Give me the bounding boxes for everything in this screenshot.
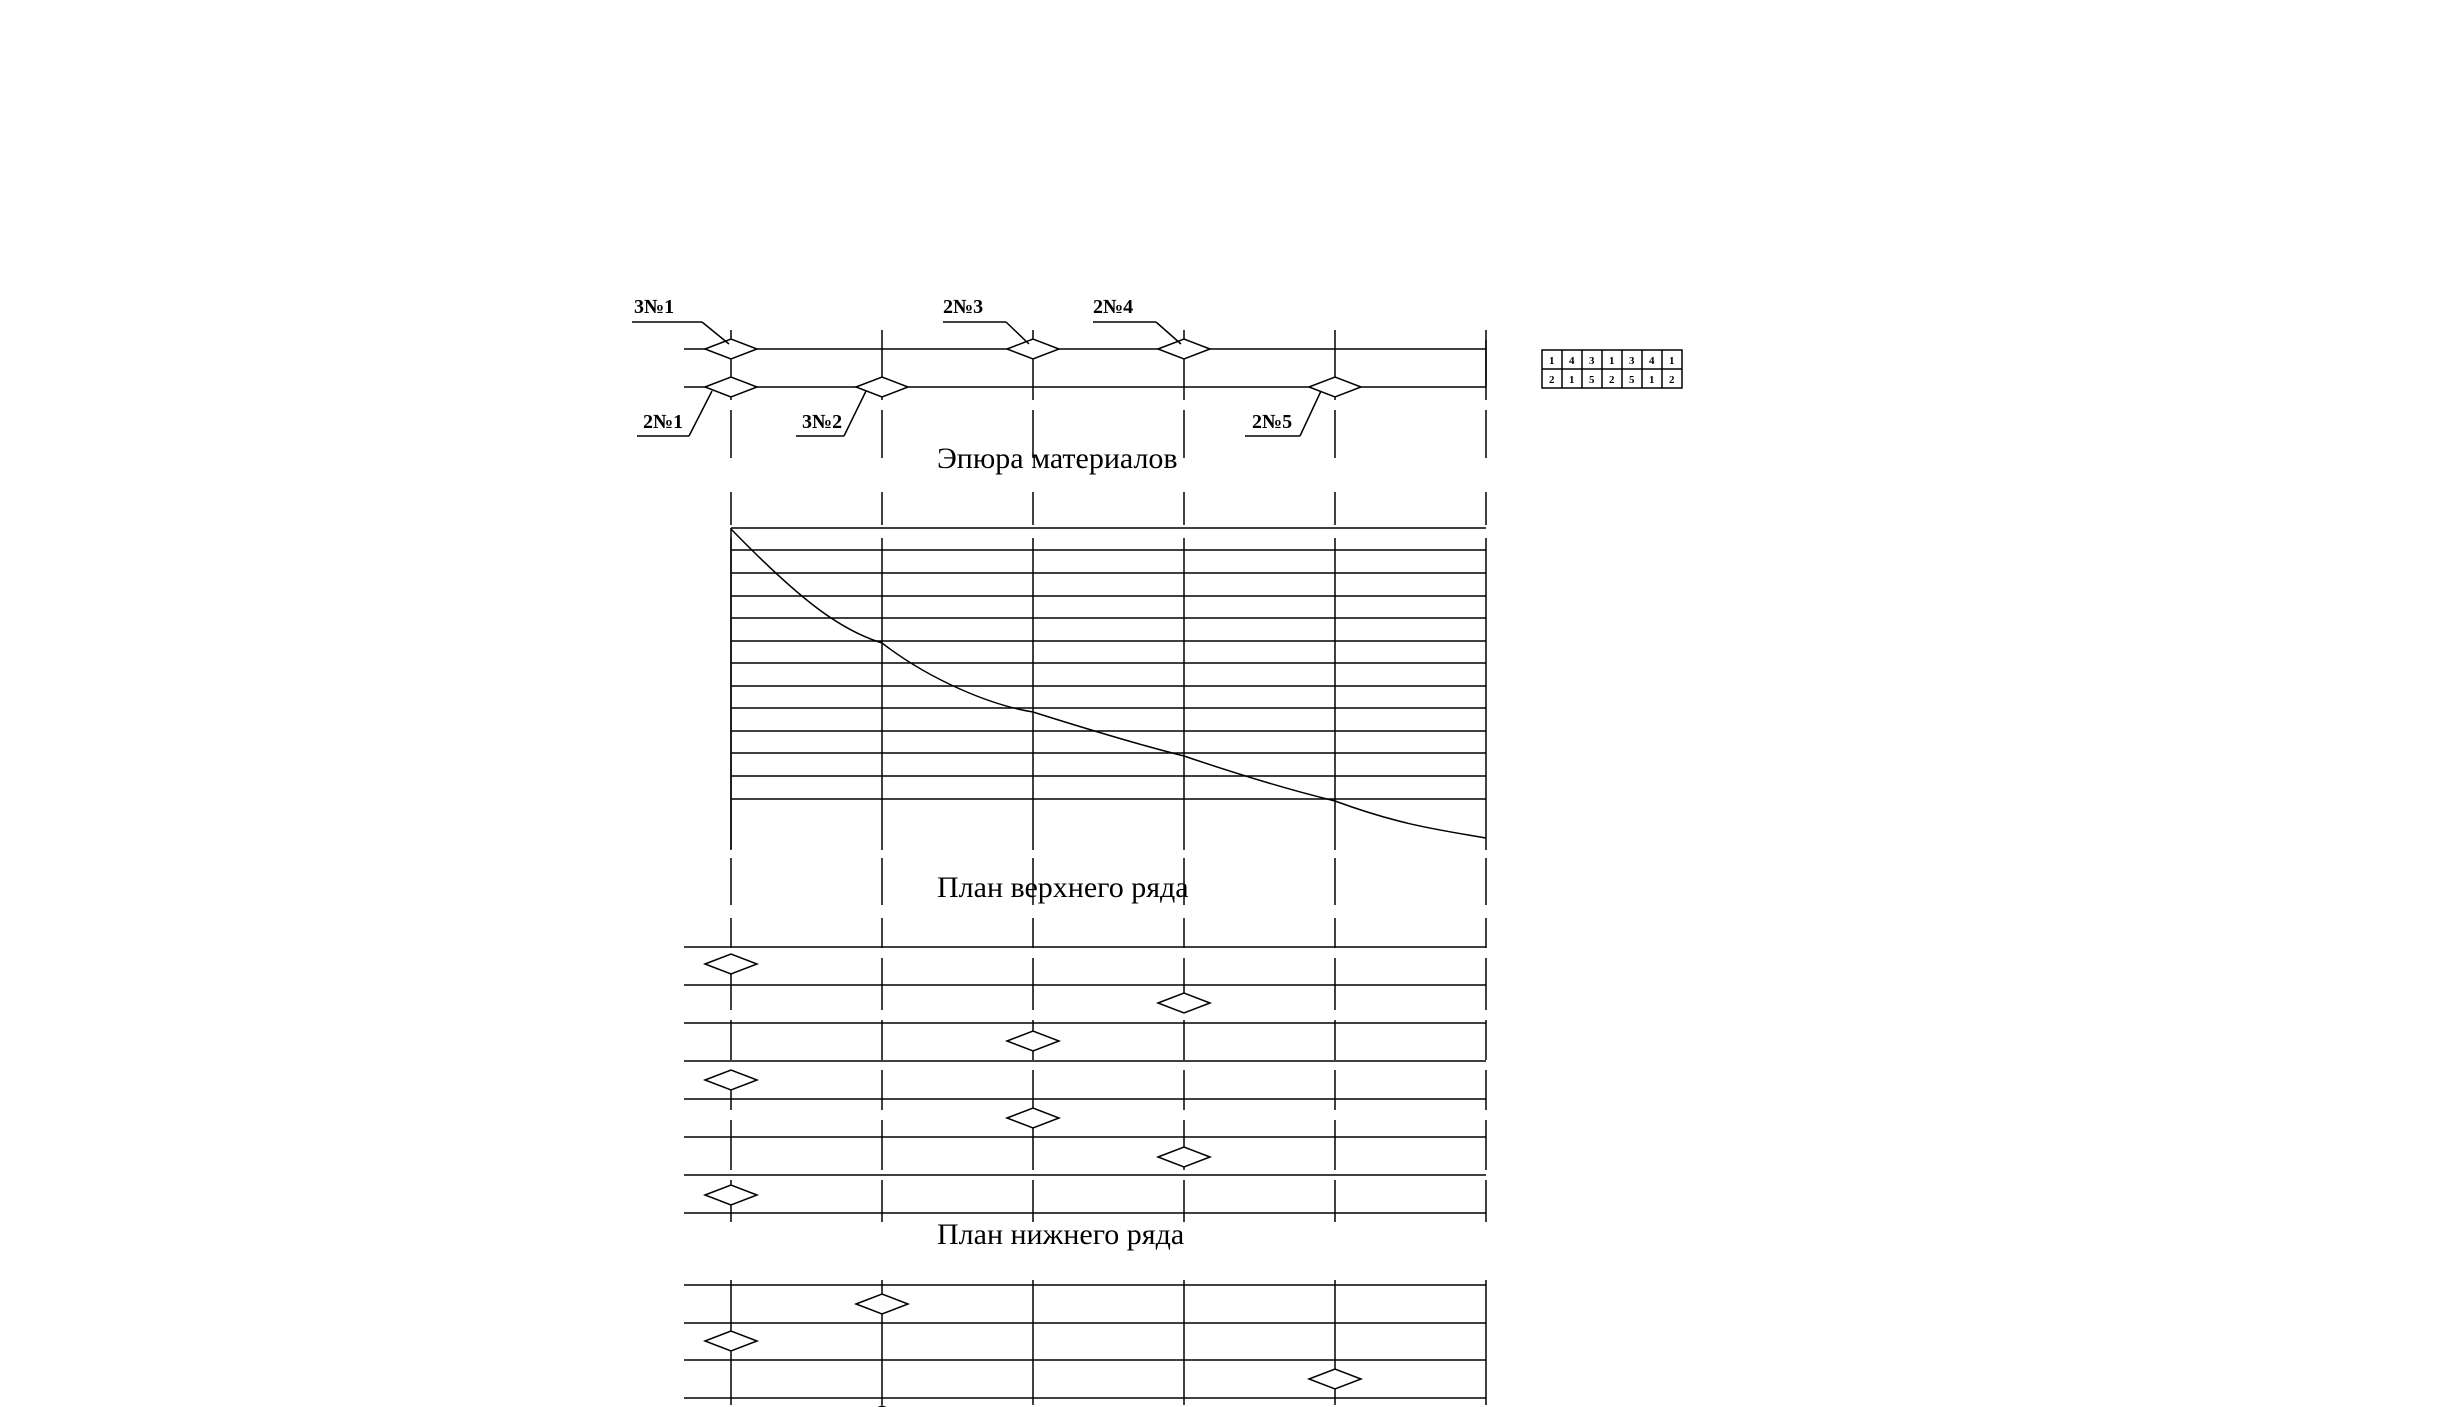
bar-mark-diamond xyxy=(1158,339,1210,359)
table-cell: 5 xyxy=(1629,374,1635,386)
plan-bar-mark xyxy=(856,1294,908,1314)
bar-tag-2n3 xyxy=(943,296,1029,344)
table-cell: 5 xyxy=(1589,374,1595,386)
plan-bar-mark xyxy=(705,954,757,974)
bar-tag-label: 3№1 xyxy=(634,296,675,318)
table-cell: 1 xyxy=(1609,355,1615,367)
material-diagram xyxy=(731,528,1486,849)
bar-mark-diamond xyxy=(705,377,757,397)
table-cell: 4 xyxy=(1649,355,1655,367)
table-cell: 1 xyxy=(1669,355,1675,367)
table-cell: 2 xyxy=(1669,374,1675,386)
bar-tag-2n1 xyxy=(637,391,712,436)
table-cell: 4 xyxy=(1569,355,1575,367)
table-cell: 1 xyxy=(1649,374,1655,386)
top-row-plan-title: План верхнего ряда xyxy=(937,871,1189,904)
bar-tag-3n2 xyxy=(796,391,866,436)
bar-tag-label: 2№4 xyxy=(1093,296,1134,318)
plan-bar-mark xyxy=(1007,1108,1059,1128)
plan-bar-mark xyxy=(1309,1369,1361,1389)
bar-mark-diamond xyxy=(1007,339,1059,359)
table-cell: 3 xyxy=(1589,355,1595,367)
table-cell: 1 xyxy=(1549,355,1555,367)
plan-bar-mark xyxy=(1158,993,1210,1013)
bottom-row-plan-title: План нижнего ряда xyxy=(937,1218,1185,1251)
bar-mark-diamond xyxy=(1309,377,1361,397)
bottom-row-plan xyxy=(684,1285,1486,1407)
bar-tag-2n5 xyxy=(1245,391,1321,436)
bar-tag-3n1 xyxy=(632,296,729,344)
table-cell: 3 xyxy=(1629,355,1635,367)
bar-tag-label: 3№2 xyxy=(802,411,843,433)
plan-bar-mark xyxy=(1158,1147,1210,1167)
plan-bar-mark xyxy=(705,1185,757,1205)
bar-tag-label: 2№5 xyxy=(1252,411,1293,433)
plan-bar-mark xyxy=(705,1070,757,1090)
plan-bar-mark xyxy=(705,1331,757,1351)
bar-tag-label: 2№1 xyxy=(643,411,684,433)
bar-tag-label: 2№3 xyxy=(943,296,984,318)
table-cell: 2 xyxy=(1609,374,1615,386)
table-cell: 1 xyxy=(1569,374,1575,386)
material-diagram-title: Эпюра материалов xyxy=(937,442,1178,475)
moment-envelope-curve xyxy=(731,529,1486,838)
bar-mark-diamond xyxy=(705,339,757,359)
bar-layout-section xyxy=(684,339,1486,397)
bar-count-table xyxy=(1542,350,1682,388)
plan-bar-mark xyxy=(1007,1031,1059,1051)
top-row-plan xyxy=(684,947,1486,1213)
table-cell: 2 xyxy=(1549,374,1555,386)
bar-tag-2n4 xyxy=(1093,296,1181,344)
